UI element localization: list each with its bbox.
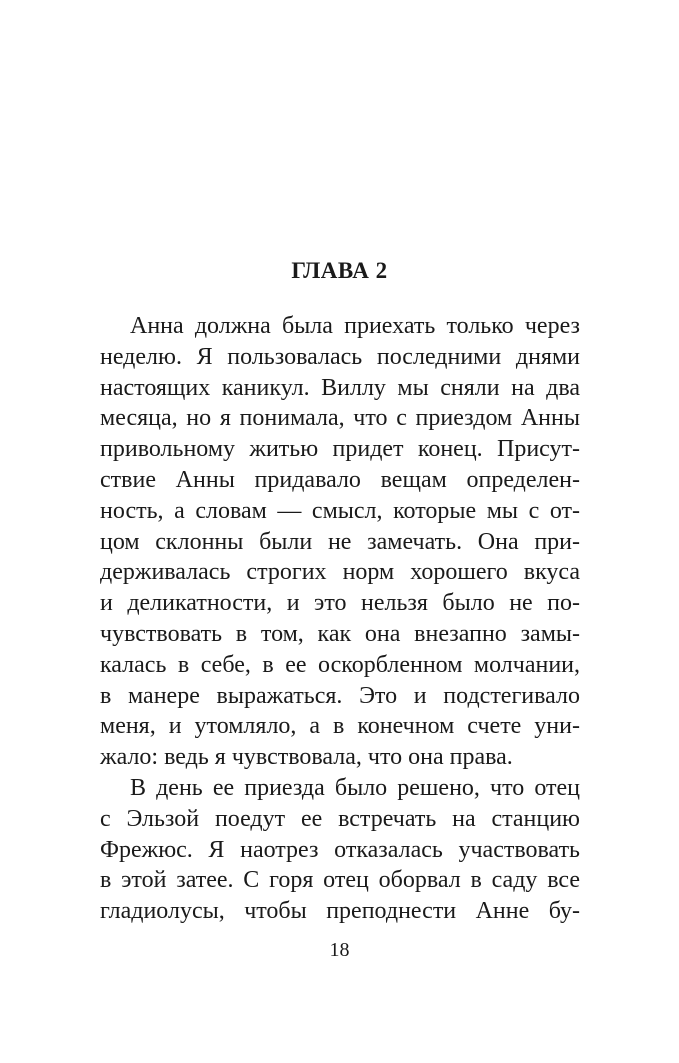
- paragraph-2: [100, 773, 580, 927]
- text-line: ствие Анны придавало вещам определен-: [100, 466, 580, 493]
- text-line: Анна должна была приехать только через: [130, 313, 580, 339]
- text-line: меня, и утомляло, а в конечном счете уни-: [100, 713, 580, 740]
- text-line: привольному житью придет конец. Присут-: [100, 436, 580, 463]
- text-line: калась в себе, в ее оскорбленном молчании,: [100, 651, 580, 678]
- text-line: цом склонны были не замечать. Она при-: [100, 528, 580, 555]
- text-line: в этой затее. С горя отец оборвал в саду все: [100, 867, 580, 894]
- text-line: настоящих каникул. Виллу мы сняли на два: [100, 374, 580, 401]
- text-line: гладиолусы, чтобы преподнести Анне бу-: [100, 898, 580, 925]
- text-line: жало: ведь я чувствовала, что она права.: [100, 744, 513, 771]
- text-line: в манере выражаться. Это и подстегивало: [100, 682, 580, 709]
- chapter-title: ГЛАВА 2: [291, 258, 388, 283]
- text-line: с Эльзой поедут ее встречать на станцию: [100, 805, 580, 832]
- paragraph-1: [100, 311, 580, 773]
- text-line: Фрежюс. Я наотрез отказалась участвовать: [100, 836, 580, 863]
- text-line: чувствовать в том, как она внезапно замы-: [100, 620, 580, 647]
- body-text: [100, 311, 580, 927]
- text-line: неделю. Я пользовалась последними днями: [100, 343, 580, 370]
- text-line: и деликатности, и это нельзя было не по-: [100, 590, 580, 617]
- text-line: месяца, но я понимала, что с приездом Анны: [100, 405, 580, 432]
- text-line: ность, а словам — смысл, которые мы с от-: [100, 497, 580, 524]
- text-line: держивалась строгих норм хорошего вкуса: [100, 559, 580, 586]
- text-line: В день ее приезда было решено, что отец: [130, 774, 580, 801]
- page-number: 18: [329, 939, 350, 961]
